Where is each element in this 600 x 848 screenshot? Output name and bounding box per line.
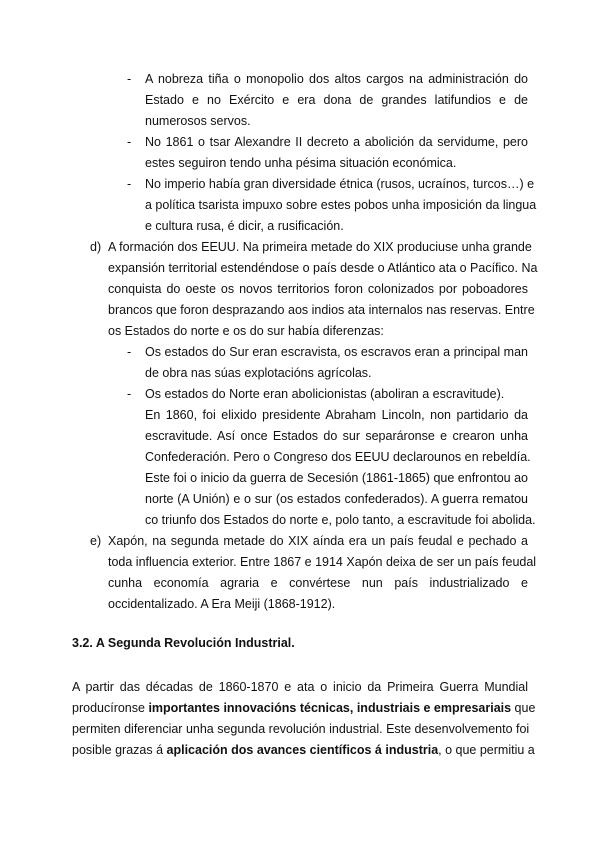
text-line: estes seguiron tendo unha pésima situación económica. — [145, 156, 457, 170]
text-line: e cultura rusa, é dicir, a rusificación. — [145, 219, 344, 233]
text-line: toda influencia exterior. Entre 1867 e 1914 Xapón deixa de ser un país feudal — [108, 555, 537, 569]
text-line: Confederación. Pero o Congreso dos EEUU declarounos en rebeldía. — [145, 450, 531, 464]
text-line: A nobreza tiña o monopolio dos altos cargos na administración do — [145, 72, 528, 86]
text-line: norte (A Unión) e o sur (os estados confederados). A guerra rematou — [145, 492, 528, 506]
text-run: posible grazas á — [72, 743, 167, 757]
text-line: No imperio había gran diversidade étnica (rusos, ucraínos, turcos…) e — [145, 177, 535, 191]
text-line: Estado e no Exército e era dona de grandes latifundios e de — [145, 93, 528, 107]
bullet-marker: - — [127, 72, 132, 86]
text-line: brancos que foron desprazando aos indios ata internalos nas reservas. Entre — [108, 303, 535, 317]
text-line — [72, 698, 536, 718]
bullet-marker: - — [127, 345, 132, 359]
text-line — [72, 740, 535, 760]
bullet-marker: - — [127, 177, 132, 191]
text-line: a política tsarista impuxo sobre estes pobos unha imposición da lingua — [145, 198, 537, 212]
text-line: conquista do oeste os novos territorios foron colonizados por poboadores — [108, 282, 528, 296]
text-line: expansión territorial estendéndose o país desde o Atlántico ata o Pacífico. Na — [108, 261, 538, 275]
text-line: permiten diferenciar unha segunda revolución industrial. Este desenvolvemento foi — [72, 722, 530, 736]
text-line: A formación dos EEUU. Na primeira metade do XIX produciuse unha grande — [108, 240, 532, 254]
list-marker: d) — [90, 240, 102, 254]
text-line: Os estados do Sur eran escravista, os escravos eran a principal man — [145, 345, 528, 359]
text-line: co triunfo dos Estados do norte e, polo tanto, a escravitude foi abolida. — [145, 513, 536, 527]
list-marker: e) — [90, 534, 102, 548]
text-line: escravitude. Así once Estados do sur separáronse e crearon unha — [145, 429, 528, 443]
text-line: No 1861 o tsar Alexandre II decreto a abolición da servidume, pero — [145, 135, 528, 149]
text-line: Este foi o inicio da guerra de Secesión (1861-1865) que enfrontou ao — [145, 471, 528, 485]
text-line: Xapón, na segunda metade do XIX aínda era un país feudal e pechado a — [108, 534, 528, 548]
text-run: , o que permitiu a — [438, 743, 535, 757]
text-line: os Estados do norte e os do sur había diferenzas: — [108, 324, 384, 338]
bullet-marker: - — [127, 387, 132, 401]
bullet-marker: - — [127, 135, 132, 149]
text-line: numerosos servos. — [145, 114, 251, 128]
text-line: A partir das décadas de 1860-1870 e ata o inicio da Primeira Guerra Mundial — [72, 680, 528, 694]
section-heading: 3.2. A Segunda Revolución Industrial. — [72, 636, 295, 650]
text-line: En 1860, foi elixido presidente Abraham Lincoln, non partidario da — [145, 408, 528, 422]
text-line: de obra nas súas explotacións agrícolas. — [145, 366, 372, 380]
bold-text-run: aplicación dos avances científicos á industria — [166, 743, 439, 757]
bold-text-run: importantes innovacións técnicas, industriais e empresariais — [148, 701, 512, 715]
text-line: occidentalizado. A Era Meiji (1868-1912). — [108, 597, 336, 611]
text-line: Os estados do Norte eran abolicionistas (aboliran a escravitude). — [145, 387, 505, 401]
text-line: cunha economía agraria e convértese nun país industrializado e — [108, 576, 528, 590]
text-run: producíronse — [72, 701, 149, 715]
text-run: que — [511, 701, 536, 715]
